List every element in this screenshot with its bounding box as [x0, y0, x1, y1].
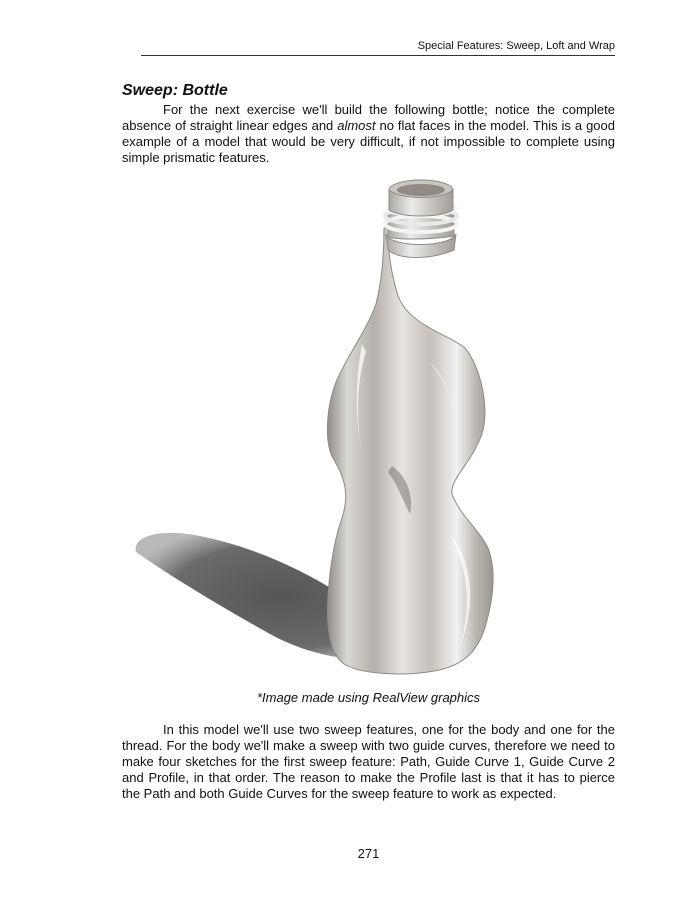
section-title: Sweep: Bottle: [122, 82, 228, 99]
bottle-mouth-opening: [397, 184, 445, 196]
page-number: 271: [357, 846, 380, 861]
intro-text-end: no flat faces in the model. This is a good example of a model that would be very difficult, if not impossible to complete using simple prismatic features.: [122, 118, 615, 165]
body-paragraph: In this model we'll use two sweep features, one for the body and one for the thread. For the body we'll make a sweep with two guide curves, therefore we need to make four sketches for the first sweep feature: Path, Guide Curve 1, Guide Curve 2 and Profile, in that order. The reason to make the Profile last is that it has to pierce the Path and both Guide Curves for the sweep feature to work as expected.: [122, 722, 615, 801]
running-header: Special Features: Sweep, Loft and Wrap: [417, 40, 615, 52]
bottle-illustration: [130, 176, 570, 676]
intro-text-start: For the next exercise we'll build the following bottle; notice the complete absence of straight linear edges and: [122, 102, 615, 133]
intro-emphasis: almost: [337, 118, 376, 133]
figure-caption: *Image made using RealView graphics: [256, 690, 481, 705]
intro-paragraph: [122, 102, 615, 166]
bottle-figure: [130, 176, 570, 676]
header-rule: [141, 55, 615, 56]
